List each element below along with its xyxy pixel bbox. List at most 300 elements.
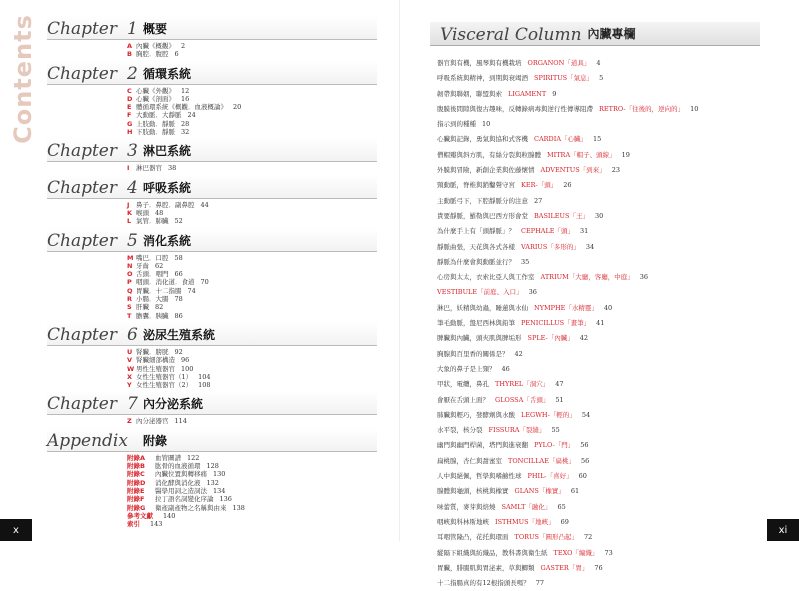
- toc-entry[interactable]: [127, 470, 377, 478]
- entry-page: 58: [174, 253, 183, 262]
- column-entry[interactable]: [437, 377, 767, 392]
- entry-keyword: CARDIA「心臟」: [534, 135, 588, 144]
- toc-entry[interactable]: [127, 254, 377, 262]
- entry-title: 心房與太太，衣索比亞人與工作室: [437, 273, 535, 282]
- column-entry[interactable]: [437, 331, 767, 346]
- entry-title: 喉頭: [136, 208, 149, 217]
- entry-page: 122: [187, 453, 200, 462]
- toc-entry[interactable]: [127, 454, 377, 462]
- entry-page: 136: [219, 495, 232, 504]
- entry-keyword: PYLO-「門」: [534, 441, 575, 450]
- entry-letter: B: [127, 50, 132, 59]
- column-entry[interactable]: [437, 316, 767, 331]
- chapter-title: 內分泌系統: [143, 397, 204, 412]
- entry-page: 38: [168, 164, 177, 173]
- entry-page: 132: [206, 478, 219, 487]
- column-entry[interactable]: [437, 576, 767, 591]
- chapter-section: [47, 175, 377, 226]
- entry-title: 膽囊．胰臟: [136, 311, 169, 320]
- toc-entry[interactable]: [127, 278, 377, 286]
- chapter-number: 5: [127, 230, 138, 251]
- entry-title: 脾臟與內臟，頭夾肌與脾垢形: [437, 334, 522, 343]
- entry-page: 55: [551, 426, 560, 435]
- entry-keyword: GASTER「胃」: [540, 563, 589, 572]
- entry-title: 主動脈弓下，下腔靜脈分的注意: [437, 196, 528, 205]
- appendix-items: [47, 454, 377, 529]
- entry-page: 12: [181, 86, 190, 95]
- entry-letter: 附錄A: [127, 453, 146, 462]
- column-entry[interactable]: [437, 71, 767, 86]
- entry-title: 小腸．大腸: [136, 295, 169, 304]
- entry-page: 78: [174, 295, 183, 304]
- column-entry[interactable]: [437, 102, 767, 117]
- chapter-title: 循環系統: [143, 66, 192, 81]
- entry-letter: 附錄C: [127, 470, 145, 479]
- entry-letter: O: [127, 270, 133, 279]
- chapter-section: [47, 16, 377, 59]
- entry-page: 4: [596, 59, 601, 67]
- entry-page: 30: [594, 211, 604, 220]
- chapter-section: [47, 138, 377, 172]
- entry-title: 味蕾質，麥芽與焙燒: [437, 502, 496, 511]
- entry-page: 128: [206, 462, 219, 471]
- entry-letter: E: [127, 103, 132, 112]
- column-entry[interactable]: [437, 546, 767, 561]
- entry-title: 胸腔．腹腔: [136, 50, 169, 59]
- heading-chinese: 內臟專欄: [587, 27, 636, 41]
- chapter-label: Chapter: [47, 324, 117, 345]
- toc-entry[interactable]: [127, 520, 377, 528]
- entry-letter: Q: [127, 286, 133, 295]
- entry-title: 胃臟．十二指腸: [136, 286, 182, 295]
- entry-title: 頸動脈，脊椎與銷鑿聲守宮: [437, 181, 515, 190]
- column-entry[interactable]: [437, 163, 767, 178]
- entry-keyword: ADVENTUS「到來」: [540, 166, 606, 175]
- entry-page: 27: [534, 196, 543, 205]
- chapter-items: [47, 201, 377, 226]
- entry-keyword: TONCILLAE「扁桃」: [508, 456, 575, 465]
- entry-title: 舌頭．咽門: [136, 270, 169, 279]
- column-entry[interactable]: [437, 117, 767, 132]
- entry-page: 42: [514, 349, 523, 358]
- toc-entry[interactable]: [127, 495, 377, 503]
- column-entry[interactable]: [437, 178, 767, 193]
- chapter-items: [47, 42, 377, 59]
- chapter-label: Chapter: [47, 394, 117, 415]
- entry-page: 19: [621, 150, 630, 159]
- chapter-number: 7: [127, 394, 138, 415]
- table-of-contents: [47, 16, 377, 530]
- entry-page: 6: [174, 50, 179, 59]
- toc-entry[interactable]: [127, 50, 377, 58]
- toc-entry[interactable]: [127, 295, 377, 303]
- chapter-heading: [47, 175, 377, 199]
- entry-letter: U: [127, 347, 133, 356]
- entry-page: 24: [187, 111, 196, 120]
- entry-page: 56: [580, 441, 589, 450]
- entry-page: 72: [584, 533, 593, 542]
- toc-entry[interactable]: [127, 120, 377, 128]
- chapter-heading: [47, 322, 377, 346]
- entry-title: 胃臟，腓腸肌與胃泌素，草與鯽類: [437, 563, 535, 572]
- entry-title: 嘴巴．口腔: [136, 253, 169, 262]
- column-entry[interactable]: [437, 469, 767, 484]
- entry-title: 腎臟．膀胱: [136, 347, 169, 356]
- chapter-number: 1: [127, 19, 138, 39]
- entry-title: 肺臟與輕巧，發酵劑與水酸: [437, 410, 515, 419]
- entry-keyword: KER-「頭」: [521, 181, 558, 190]
- entry-page: 16: [181, 94, 190, 103]
- entry-keyword: SAMLT「融化」: [501, 502, 552, 511]
- entry-keyword: TORUS「圓形凸起」: [514, 533, 578, 542]
- column-entry[interactable]: [437, 408, 767, 423]
- chapter-items: [47, 164, 377, 172]
- entry-letter: W: [127, 364, 135, 373]
- entry-page: 23: [611, 166, 620, 175]
- appendix-section: [47, 428, 377, 529]
- entry-keyword: ISTHMUS「地峽」: [495, 517, 555, 526]
- entry-title: 水平裂，核分裂: [437, 426, 483, 435]
- entry-page: 140: [163, 511, 176, 520]
- entry-page: 61: [570, 487, 580, 496]
- entry-page: 35: [521, 257, 530, 266]
- entry-page: 77: [535, 579, 545, 588]
- entry-letter: F: [127, 111, 132, 120]
- entry-title: 器官與有機，風琴與有機栽培: [437, 59, 522, 67]
- entry-page: 36: [639, 273, 649, 282]
- entry-title: 上肢動．靜脈: [136, 119, 175, 128]
- entry-title: 為什麼手上有「頭靜脈」？: [437, 227, 515, 236]
- entry-page: 42: [579, 334, 588, 343]
- entry-keyword: BASILEUS「王」: [534, 211, 589, 220]
- entry-title: 淋巴，妖精與幼蟲，睡蓮與水仙: [437, 303, 528, 312]
- entry-page: 54: [581, 410, 591, 419]
- entry-page: 74: [187, 286, 196, 295]
- column-entry[interactable]: [437, 270, 767, 285]
- chapter-items: [47, 417, 377, 425]
- page-number-right: xi: [767, 519, 799, 541]
- column-entry[interactable]: [437, 224, 767, 239]
- entry-keyword: VARIUS「多形的」: [521, 242, 580, 251]
- column-entry[interactable]: [437, 530, 767, 545]
- entry-keyword: ATRIUM「大廳，客廳，中庭」: [540, 273, 634, 282]
- entry-title: 氣管．肺臟: [136, 217, 169, 226]
- chapter-items: [47, 87, 377, 137]
- entry-page: 100: [181, 364, 194, 373]
- entry-title: 靜脈為什麼會與動脈並行？: [437, 257, 515, 266]
- chapter-section: [47, 322, 377, 389]
- entry-title: 貴要靜脈，羅勒與巴西方形會堂: [437, 211, 528, 220]
- entry-keyword: LIGAMENT: [508, 89, 547, 98]
- entry-page: 52: [174, 217, 183, 226]
- entry-page: 5: [599, 74, 604, 83]
- entry-title: 女性生殖器官（1）: [136, 372, 193, 381]
- entry-title: 大象的鼻子是上頸？: [437, 364, 496, 373]
- toc-entry[interactable]: [127, 287, 377, 295]
- chapter-number: 2: [127, 63, 138, 84]
- entry-title: 扁桃腺，杏仁與甜蜜室: [437, 456, 502, 465]
- chapter-number: 3: [127, 141, 138, 162]
- entry-title: 咽頭．消化道．食道: [136, 278, 195, 287]
- entry-page: 56: [580, 456, 590, 465]
- entry-title: 拉丁語名詞變化序論: [155, 495, 214, 504]
- column-entry[interactable]: [437, 484, 767, 499]
- appendix-title: 附錄: [143, 433, 168, 448]
- chapter-title: 消化系統: [143, 233, 192, 248]
- column-entry[interactable]: [437, 454, 767, 469]
- entry-title: 下肢動．靜脈: [136, 128, 175, 137]
- entry-page: 51: [555, 395, 564, 404]
- entry-keyword: NYMPHE「水精靈」: [534, 303, 598, 312]
- entry-letter: Y: [127, 381, 132, 390]
- chapter-title: 淋巴系統: [143, 144, 192, 159]
- entry-page: 20: [233, 103, 242, 112]
- entry-page: 70: [200, 278, 209, 287]
- entry-title: 呼吸系統與精神，到期與衰竭酒: [437, 74, 528, 83]
- entry-page: 28: [181, 119, 190, 128]
- column-entry[interactable]: [437, 423, 767, 438]
- column-entry[interactable]: [437, 438, 767, 453]
- chapter-number: 4: [127, 177, 138, 198]
- entry-page: 76: [594, 563, 603, 572]
- chapter-title: 呼吸系統: [143, 180, 192, 195]
- entry-letter: 附錄D: [127, 478, 146, 487]
- toc-entry[interactable]: [127, 164, 377, 172]
- page-gutter: [399, 0, 400, 541]
- entry-keyword: TEXO「編織」: [553, 548, 599, 557]
- chapter-label: Chapter: [47, 177, 117, 198]
- toc-entry[interactable]: [127, 201, 377, 209]
- entry-page: 40: [603, 303, 613, 312]
- column-entry[interactable]: [437, 87, 767, 102]
- chapter-heading: [47, 228, 377, 252]
- entry-letter: S: [127, 303, 132, 312]
- entry-title: 大動脈．大靜脈: [136, 111, 182, 120]
- entry-keyword: ORGANON「道具」: [527, 59, 591, 67]
- entry-title: 胸腺與百里香的關係是？: [437, 349, 509, 358]
- toc-entry[interactable]: [127, 381, 377, 389]
- entry-title: 僧帽瓣與斜方肌，有絲分裂與粒腺體: [437, 150, 541, 159]
- entry-letter: R: [127, 295, 133, 304]
- entry-title: 人中與絕佩，哲學與嗜鹼性球: [437, 472, 522, 481]
- chapter-number: 6: [127, 324, 138, 345]
- entry-letter: Z: [127, 417, 132, 426]
- toc-entry[interactable]: [127, 87, 377, 95]
- entry-title: 內臟《概觀》: [136, 42, 175, 50]
- toc-entry[interactable]: [127, 217, 377, 225]
- entry-letter: K: [127, 208, 133, 217]
- entry-page: 62: [155, 261, 164, 270]
- entry-title: 會厭在舌頭上面？: [437, 395, 489, 404]
- entry-page: 10: [482, 120, 491, 129]
- entry-title: 韌帶與聯姻，聯盟與索: [437, 89, 502, 98]
- entry-title: 血管圖譜: [155, 453, 181, 462]
- appendix-heading: [47, 428, 377, 452]
- column-entry[interactable]: [437, 56, 767, 71]
- entry-page: 46: [501, 364, 510, 373]
- column-entry[interactable]: [437, 500, 767, 515]
- column-entry[interactable]: [437, 561, 767, 576]
- entry-page: 44: [200, 200, 209, 209]
- entry-title: 肝臟: [136, 303, 149, 312]
- chapter-section: [47, 391, 377, 425]
- column-entry[interactable]: [437, 347, 767, 362]
- toc-entry[interactable]: [127, 479, 377, 487]
- column-entry[interactable]: [437, 240, 767, 255]
- entry-page: 108: [198, 381, 211, 390]
- entry-title: 內分泌器官: [136, 417, 169, 426]
- entry-title: 淋巴器官: [136, 164, 162, 173]
- entry-page: 138: [232, 503, 245, 512]
- entry-letter: A: [127, 42, 133, 50]
- entry-page: 114: [174, 417, 187, 426]
- toc-entry[interactable]: [127, 504, 377, 512]
- contents-label: Contents: [9, 14, 37, 144]
- entry-keyword: FISSURA「裂縫」: [488, 426, 546, 435]
- entry-title: 腹膜後間隙與復古趣味，反轉錄病毒與逆行性傳導阻滯: [437, 104, 593, 113]
- entry-title: 幽門與幽門桿菌，塔門與進衰翻: [437, 441, 528, 450]
- entry-page: 73: [604, 548, 613, 557]
- entry-title: 咽峽與科林斯地峽: [437, 517, 489, 526]
- entry-keyword: RETRO-「往後的，逆向的」: [599, 104, 685, 113]
- toc-entry[interactable]: [127, 348, 377, 356]
- entry-title: 外膜與冒險，新創企業與佐藤懷情: [437, 166, 535, 175]
- entry-page: 32: [181, 128, 190, 137]
- entry-title: 心臟《剖面》: [136, 94, 175, 103]
- entry-page: 2: [181, 42, 186, 50]
- toc-entry[interactable]: [127, 303, 377, 311]
- toc-entry[interactable]: [127, 373, 377, 381]
- entry-keyword: CEPHALE「頭」: [521, 227, 575, 236]
- entry-page: 130: [213, 470, 226, 479]
- entry-page: 15: [593, 135, 602, 144]
- entry-keyword: LEGWH-「輕的」: [521, 410, 576, 419]
- column-entry[interactable]: [437, 255, 767, 270]
- appendix-label: Appendix: [47, 430, 128, 451]
- entry-title: 鼻子．鼻腔．副鼻腔: [136, 200, 195, 209]
- entry-keyword: VESTIBULE「前庭、入口」: [437, 288, 523, 297]
- column-entry[interactable]: [437, 209, 767, 224]
- chapter-title: 概要: [143, 22, 168, 36]
- toc-entry[interactable]: [127, 128, 377, 136]
- entry-page: 104: [198, 372, 211, 381]
- entry-letter: C: [127, 86, 132, 95]
- toc-entry[interactable]: [127, 356, 377, 364]
- toc-entry[interactable]: [127, 487, 377, 495]
- chapter-label: Chapter: [47, 230, 117, 251]
- toc-entry[interactable]: [127, 312, 377, 320]
- toc-entry[interactable]: [127, 111, 377, 119]
- entry-title: 筆毛動脈，盤尼西林與鉛筆: [437, 319, 515, 328]
- chapter-label: Chapter: [47, 63, 117, 84]
- visceral-column-heading: [430, 22, 760, 46]
- entry-page: 96: [181, 356, 190, 365]
- entry-keyword: SPLE-「內臟」: [527, 334, 574, 343]
- entry-letter: V: [127, 356, 133, 365]
- heading-english: Visceral Column: [440, 25, 582, 45]
- toc-entry[interactable]: [127, 95, 377, 103]
- entry-title: 十二指腸真的有12根指頭長嗎？: [437, 579, 530, 588]
- entry-label: 參考文獻: [127, 511, 153, 520]
- entry-title: 縱隔下組織與紡織品，教科書與衛生紙: [437, 548, 548, 557]
- entry-title: 耳咽管隆凸，花托與環面: [437, 533, 509, 542]
- column-entry[interactable]: [437, 132, 767, 147]
- entry-page: 48: [155, 208, 164, 217]
- entry-title: 女性生殖器官（2）: [136, 381, 193, 390]
- entry-title: 醫學用詞之造詞法: [155, 486, 207, 495]
- entry-title: 男性生殖器官: [136, 364, 175, 373]
- entry-letter: 附錄B: [127, 462, 145, 471]
- entry-label: 索引: [127, 520, 140, 529]
- chapter-label: Chapter: [47, 141, 117, 162]
- toc-entry[interactable]: [127, 417, 377, 425]
- entry-page: 36: [528, 288, 537, 297]
- entry-keyword: THYREL「洞穴」: [495, 380, 550, 389]
- entry-page: 82: [155, 303, 164, 312]
- entry-letter: X: [127, 372, 133, 381]
- entry-keyword: GLOSSA「舌頭」: [495, 395, 550, 404]
- chapter-heading: [47, 16, 377, 40]
- entry-keyword: PENICILLUS「畫筆」: [521, 319, 591, 328]
- entry-page: 34: [585, 242, 595, 251]
- entry-page: 65: [557, 502, 566, 511]
- entry-title: 心臟與記錄，勇氣與協和式客機: [437, 135, 528, 144]
- entry-page: 92: [174, 347, 183, 356]
- chapter-label: Chapter: [47, 19, 117, 39]
- toc-entry[interactable]: [127, 365, 377, 373]
- entry-letter: N: [127, 261, 133, 270]
- entry-letter: 附錄F: [127, 495, 145, 504]
- chapter-items: [47, 254, 377, 320]
- entry-title: 靜脈曲張，天花與各式各樣: [437, 242, 515, 251]
- toc-entry[interactable]: [127, 512, 377, 520]
- entry-letter: M: [127, 253, 134, 262]
- column-entry[interactable]: [437, 148, 767, 163]
- entry-letter: D: [127, 94, 133, 103]
- entry-title: 衛產副產物之名稱與由來: [155, 503, 227, 512]
- entry-title: 體循環系統《概觀．血液概論》: [136, 103, 227, 112]
- chapter-items: [47, 348, 377, 389]
- entry-letter: J: [127, 200, 130, 209]
- entry-keyword: PHIL-「喜好」: [527, 472, 573, 481]
- column-entry[interactable]: [437, 393, 767, 408]
- entry-letter: H: [127, 128, 133, 137]
- chapter-section: [47, 61, 377, 137]
- entry-title: 指示到的種種: [437, 120, 476, 129]
- column-list: [437, 56, 767, 591]
- entry-keyword: GLANS「橡實」: [514, 487, 565, 496]
- column-entry[interactable]: [437, 362, 767, 377]
- column-entry[interactable]: [437, 301, 767, 316]
- entry-page: 66: [174, 270, 183, 279]
- entry-letter: L: [127, 217, 132, 226]
- entry-keyword: SPIRITUS「氣息」: [534, 74, 594, 83]
- entry-page: 143: [150, 520, 163, 529]
- entry-title: 內臟位置與轉移痛: [155, 470, 207, 479]
- chapter-heading: [47, 138, 377, 162]
- entry-page: 86: [174, 311, 183, 320]
- entry-title: 甲狀，電纜，鼻孔: [437, 380, 489, 389]
- entry-title: 消化酵與消化液: [155, 478, 201, 487]
- entry-title: 牙齒: [136, 261, 149, 270]
- entry-page: 31: [580, 227, 589, 236]
- column-entry[interactable]: [437, 194, 767, 209]
- toc-entry[interactable]: [127, 262, 377, 270]
- column-entry[interactable]: [437, 285, 767, 300]
- column-entry[interactable]: [437, 515, 767, 530]
- chapter-title: 泌尿生殖系統: [143, 327, 216, 342]
- page-number-left: x: [0, 519, 32, 541]
